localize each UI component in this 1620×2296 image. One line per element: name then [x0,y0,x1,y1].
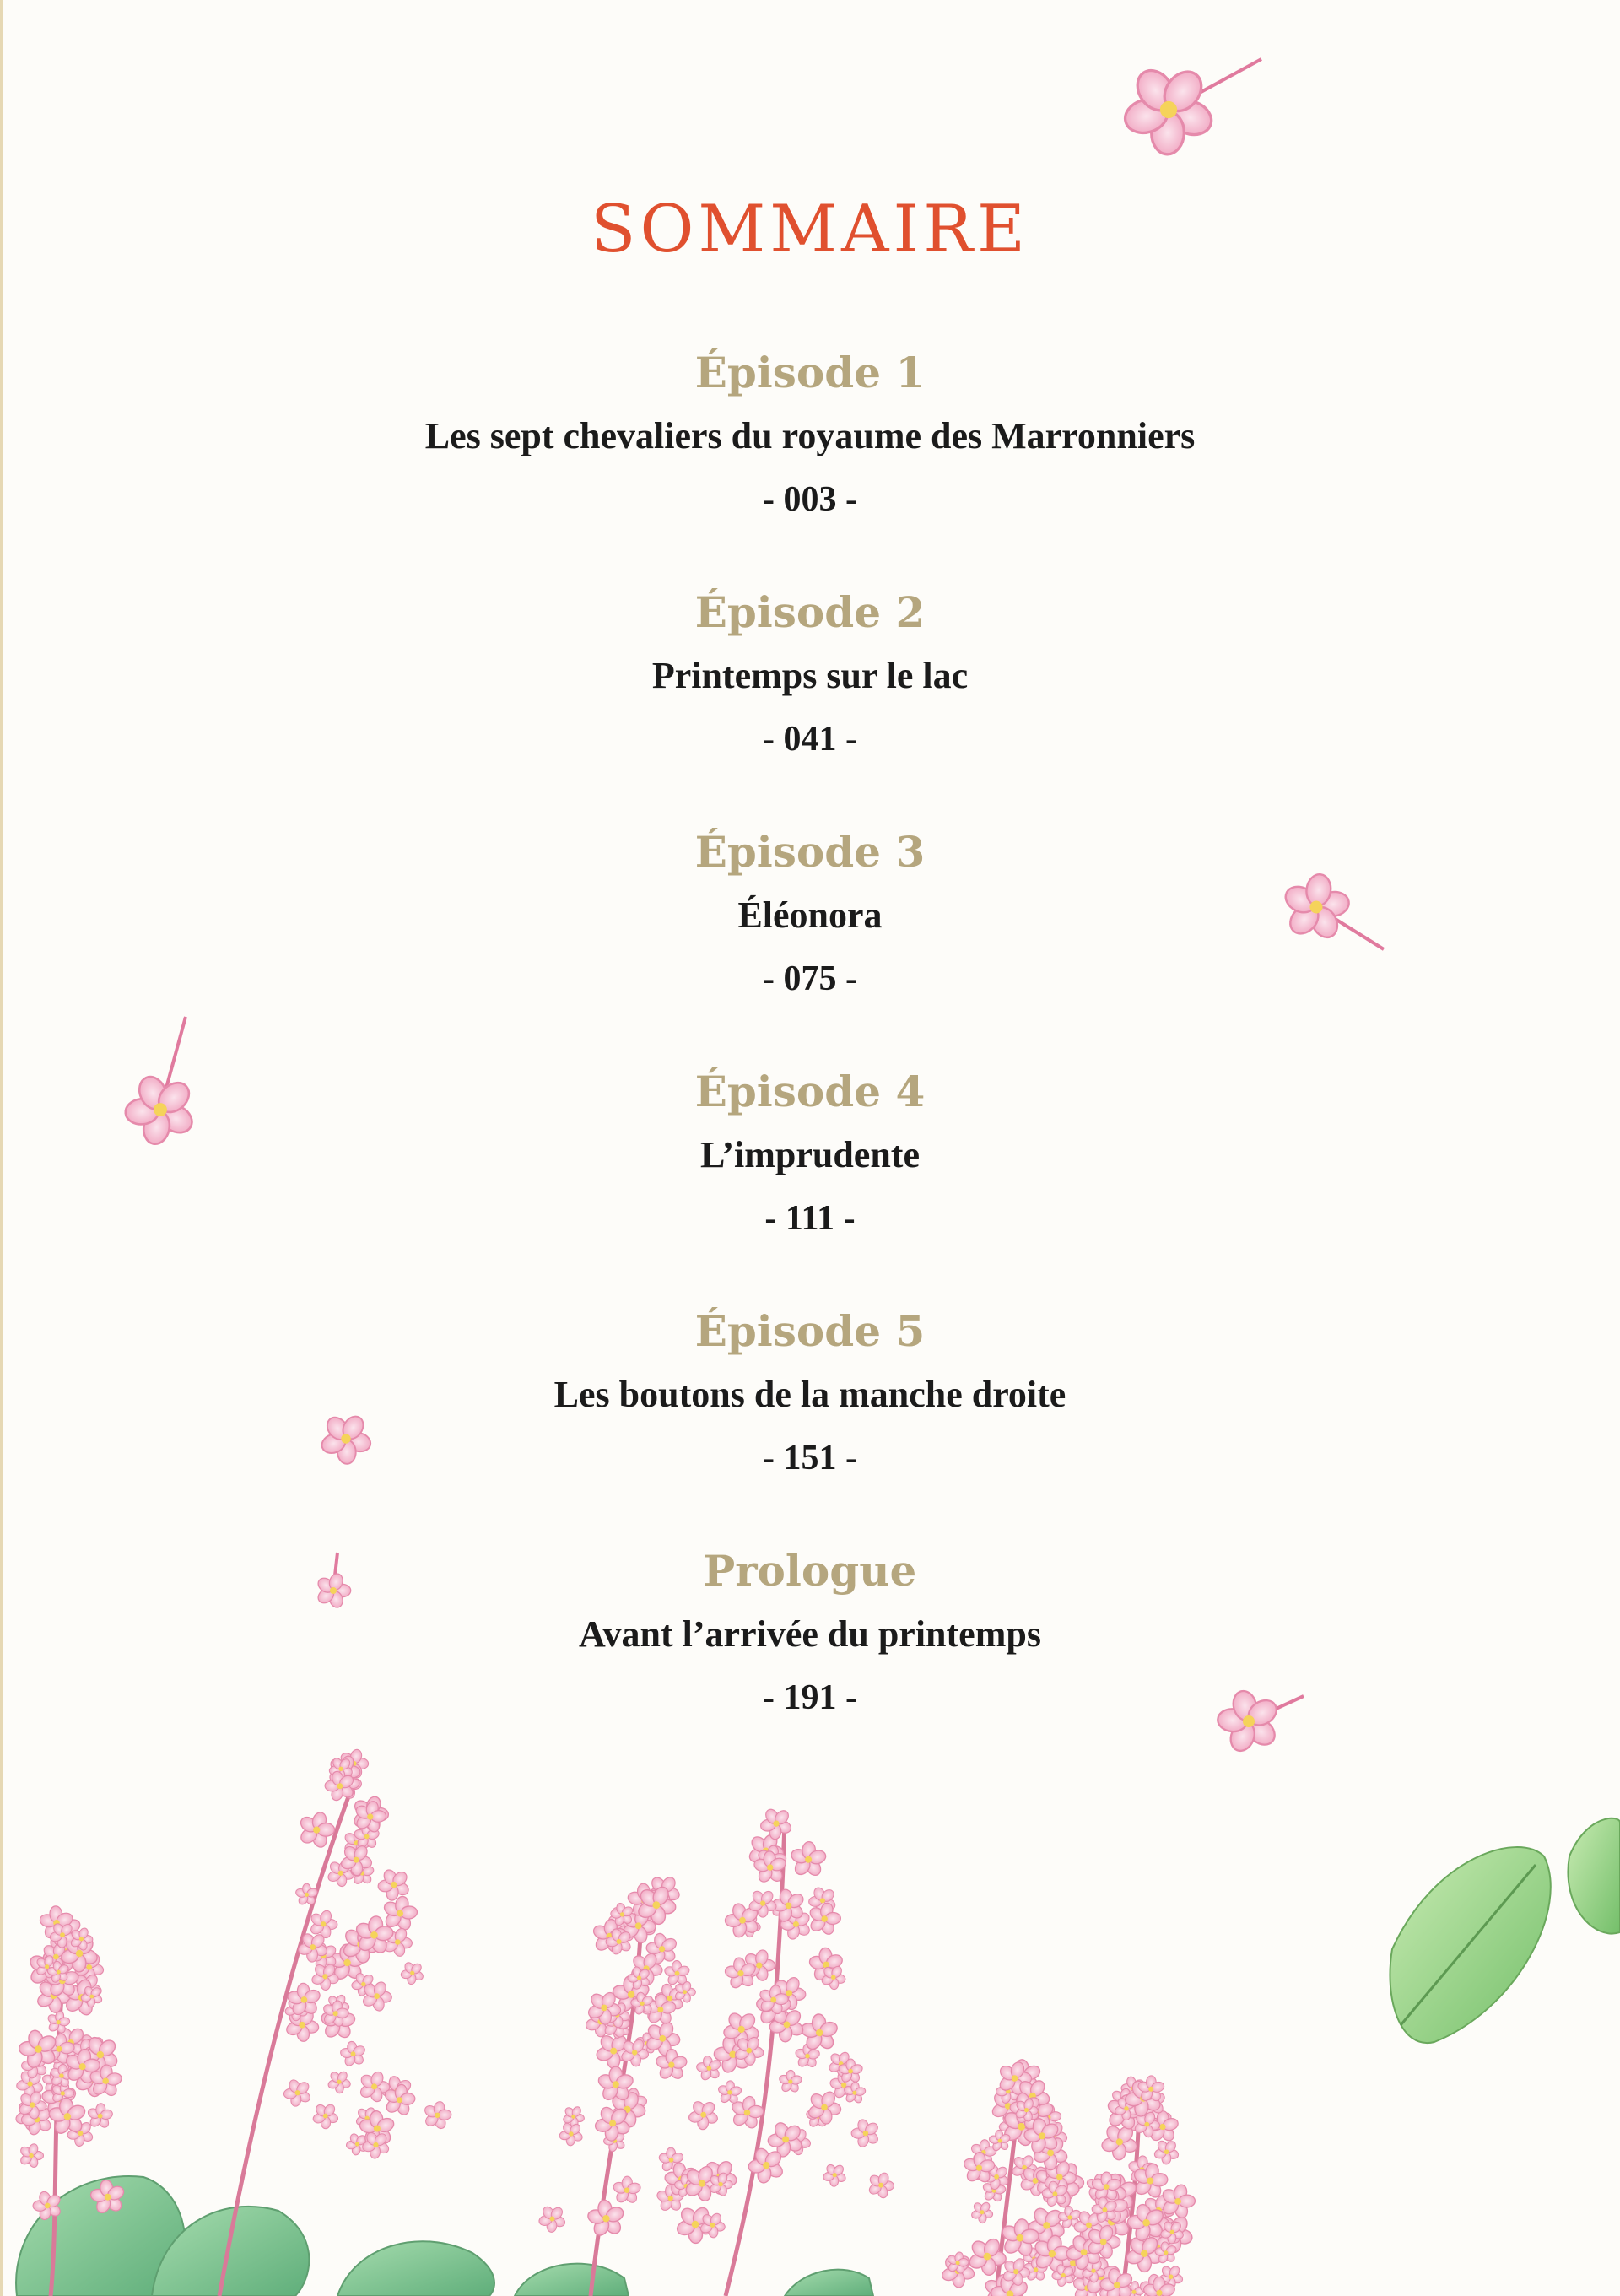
flower-icon [607,2170,647,2211]
page-number: - 191 - [763,1678,857,1717]
episode-label: Épisode 4 [694,1067,926,1116]
leaf-icon [16,2176,873,2296]
flower-icon [334,2035,371,2072]
flower-icon [774,2065,807,2098]
episode-label: Épisode 5 [694,1306,926,1356]
page-title: SOMMAIRE [591,192,1029,267]
episode-label: Épisode 1 [694,348,926,397]
flower-icon [867,2170,894,2200]
page-number: - 041 - [763,720,857,759]
toc-entry [0,1058,1620,1298]
episode-title: Les sept chevaliers du royaume des Marronniers [424,415,1196,456]
flower-icon [783,1834,834,1884]
flower-icon [969,2198,996,2226]
toc-entry [0,818,1620,1058]
toc-entry [0,1537,1620,1777]
flower-icon [309,1909,338,1940]
flower-icon [278,2073,317,2112]
flower-icon [358,2069,391,2104]
flower-icon [325,2067,354,2097]
blossom-clusters [10,1748,1201,2296]
toc-entry [0,579,1620,818]
page-number: - 151 - [763,1439,857,1478]
leaf-icon [1390,1818,1620,2043]
table-of-contents [0,339,1620,1777]
flower-icon [397,1957,428,1989]
page-number: - 111 - [764,1199,856,1238]
flower-icon [418,2096,456,2133]
toc-entry [0,1298,1620,1537]
flower-icon [845,2113,886,2154]
page-number: - 075 - [763,959,857,998]
episode-label: Prologue [703,1546,917,1596]
flower-icon [371,1862,416,1907]
flower-icon [1110,50,1227,170]
episode-title: Les boutons de la manche droite [554,1374,1066,1415]
toc-entry [0,339,1620,579]
episode-title: Éléonora [737,894,883,936]
episode-label: Épisode 2 [694,587,926,637]
flower-icon [534,2201,570,2237]
episode-label: Épisode 3 [694,827,926,877]
flower-icon [19,2142,43,2169]
flower-icon [819,2159,850,2191]
flower-icon [683,2094,722,2135]
episode-title: Printemps sur le lac [651,655,969,696]
episode-title: Avant l’arrivée du printemps [579,1613,1041,1655]
flower-icon [309,2099,342,2132]
page-number: - 003 - [763,480,857,519]
episode-title: L’imprudente [700,1134,920,1175]
